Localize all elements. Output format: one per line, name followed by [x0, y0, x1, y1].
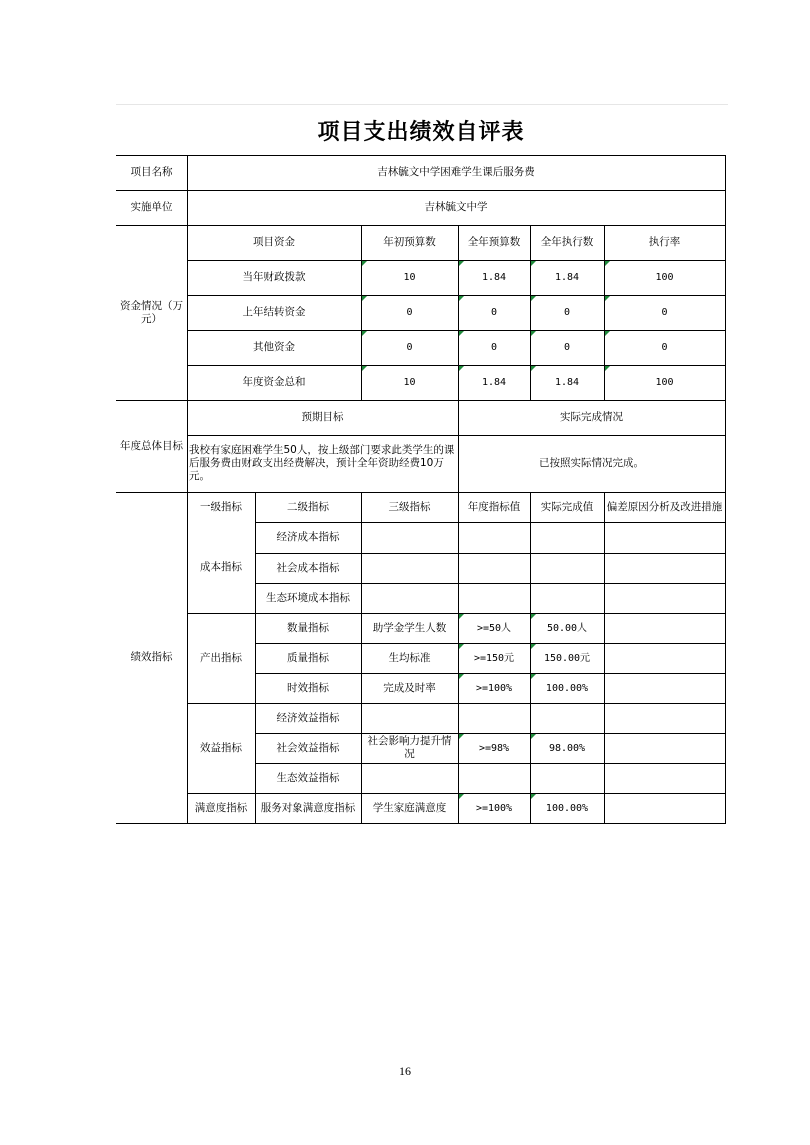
cell-marker-icon [459, 614, 464, 619]
indicator-target: >=100% [475, 682, 513, 694]
indicator-level2: 经济效益指标 [276, 711, 340, 724]
indicator-target [458, 703, 530, 733]
cell-marker-icon [459, 331, 464, 336]
indicator-actual [530, 522, 604, 553]
indicator-note [604, 643, 725, 673]
funds-row-0-executed: 1.84 [554, 272, 580, 283]
indicator-target: >=100% [475, 802, 513, 814]
indicator-note [604, 763, 725, 793]
cell-marker-icon [459, 674, 464, 679]
indicator-note [604, 522, 725, 553]
indicator-level2: 数量指标 [287, 621, 329, 634]
indicator-note [604, 703, 725, 733]
funds-row-3-executed: 1.84 [554, 377, 580, 388]
cell-marker-icon [531, 644, 536, 649]
cell-marker-icon [531, 331, 536, 336]
bottom-rule [116, 823, 726, 824]
goals-label: 年度总体目标 [120, 439, 183, 452]
form-title: 项目支出绩效自评表 [317, 120, 525, 145]
indicator-target [458, 522, 530, 553]
funds-row-3-rate: 100 [655, 377, 674, 388]
indicator-actual: 50.00人 [546, 622, 588, 634]
performance-header-5: 偏差原因分析及改进措施 [606, 500, 723, 513]
indicator-actual [530, 763, 604, 793]
funds-row-3-initial: 10 [403, 377, 416, 388]
indicator-level3: 完成及时率 [383, 681, 436, 694]
indicator-actual: 150.00元 [543, 652, 591, 664]
performance-label: 绩效指标 [130, 651, 173, 663]
indicator-level2: 经济成本指标 [276, 531, 340, 543]
funds-header-2: 全年预算数 [467, 236, 521, 248]
indicator-level3 [361, 583, 458, 613]
cell-marker-icon [459, 794, 464, 799]
indicator-actual: 100.00% [545, 682, 589, 694]
funds-row-3-name: 年度资金总和 [242, 376, 306, 388]
funds-header-1: 年初预算数 [383, 236, 436, 248]
cell-marker-icon [531, 261, 536, 266]
funds-row-2-initial: 0 [406, 342, 413, 353]
goals-actual-text: 已按照实际情况完成。 [539, 457, 644, 469]
funds-row-0-name: 当年财政拨款 [242, 271, 306, 283]
indicator-level3 [361, 522, 458, 553]
funds-row-1-rate: 0 [661, 307, 668, 318]
indicator-level2: 服务对象满意度指标 [260, 801, 356, 814]
cell-marker-icon [362, 261, 367, 266]
funds-row-3-annual: 1.84 [481, 377, 507, 388]
indicator-note [604, 673, 725, 703]
indicator-level2: 社会效益指标 [276, 741, 340, 754]
indicator-level1: 成本指标 [200, 561, 242, 573]
right-border [725, 155, 726, 824]
cell-marker-icon [459, 734, 464, 739]
indicator-actual [530, 583, 604, 613]
indicator-level2: 生态环境成本指标 [266, 591, 350, 604]
indicator-level3 [361, 553, 458, 583]
cell-marker-icon [459, 644, 464, 649]
funds-row-2-annual: 0 [490, 342, 498, 353]
indicator-level1: 产出指标 [200, 651, 242, 664]
unit-value: 吉林毓文中学 [424, 201, 488, 213]
cell-marker-icon [531, 734, 536, 739]
goals-expected-text: 我校有家庭困难学生50人，按上级部门要求此类学生的课后服务费由财政支出经费解决，预计全年资助经费10万元。 [189, 444, 455, 482]
indicator-actual: 98.00% [548, 742, 586, 754]
page-top-rule [116, 104, 728, 105]
funds-header-4: 执行率 [648, 236, 681, 248]
indicator-actual [530, 553, 604, 583]
indicator-level3: 助学金学生人数 [372, 621, 447, 634]
project-name-value: 吉林毓文中学困难学生课后服务费 [377, 166, 535, 178]
page-number: 16 [399, 1064, 411, 1078]
indicator-actual: 100.00% [545, 802, 589, 814]
cell-marker-icon [459, 296, 464, 301]
funds-row-0-annual: 1.84 [481, 272, 507, 283]
indicator-target [458, 763, 530, 793]
indicator-note [604, 613, 725, 643]
funds-header-0: 项目资金 [253, 236, 295, 248]
project-name-label: 项目名称 [130, 166, 173, 178]
funds-label: 资金情况（万元） [120, 299, 183, 325]
indicator-target: >=150元 [473, 652, 515, 664]
funds-row-0-initial: 10 [403, 272, 416, 283]
indicator-level3 [361, 763, 458, 793]
performance-header-4: 实际完成值 [540, 500, 594, 513]
indicator-level3 [361, 703, 458, 733]
cell-marker-icon [605, 331, 610, 336]
funds-row-2-executed: 0 [563, 342, 571, 353]
cell-marker-icon [531, 674, 536, 679]
cell-marker-icon [362, 296, 367, 301]
funds-row-1-annual: 0 [490, 307, 498, 318]
cell-marker-icon [605, 296, 610, 301]
indicator-actual [530, 703, 604, 733]
indicator-note [604, 793, 725, 823]
indicator-level1: 效益指标 [200, 741, 242, 754]
goals-actual-header: 实际完成情况 [560, 411, 623, 423]
cell-marker-icon [459, 261, 464, 266]
funds-row-1-name: 上年结转资金 [242, 306, 306, 318]
performance-header-3: 年度指标值 [467, 500, 521, 513]
indicator-target: >=98% [478, 742, 510, 754]
cell-marker-icon [459, 366, 464, 371]
indicator-target [458, 553, 530, 583]
indicator-target [458, 583, 530, 613]
funds-row-0-rate: 100 [655, 272, 674, 283]
indicator-level2: 时效指标 [287, 681, 329, 694]
cell-marker-icon [531, 296, 536, 301]
indicator-level3: 社会影响力提升情况 [367, 735, 452, 760]
indicator-level2: 生态效益指标 [276, 771, 340, 784]
indicator-level3: 学生家庭满意度 [372, 801, 447, 814]
cell-marker-icon [362, 331, 367, 336]
goals-expected-header: 预期目标 [301, 411, 344, 423]
indicator-level1: 满意度指标 [194, 801, 248, 814]
cell-marker-icon [605, 261, 610, 266]
cell-marker-icon [531, 366, 536, 371]
indicator-note [604, 733, 725, 763]
funds-row-1-executed: 0 [563, 307, 571, 318]
unit-label: 实施单位 [130, 201, 173, 213]
cell-marker-icon [531, 614, 536, 619]
cell-marker-icon [605, 366, 610, 371]
performance-header-0: 一级指标 [200, 500, 242, 513]
indicator-level2: 质量指标 [287, 651, 329, 664]
performance-header-2: 三级指标 [388, 500, 431, 513]
cell-marker-icon [531, 794, 536, 799]
indicator-level2: 社会成本指标 [276, 561, 340, 574]
funds-header-3: 全年执行数 [540, 236, 594, 248]
funds-row-2-name: 其他资金 [253, 341, 295, 353]
funds-row-2-rate: 0 [661, 342, 668, 353]
indicator-level3: 生均标准 [388, 651, 431, 664]
cell-marker-icon [362, 366, 367, 371]
indicator-note [604, 553, 725, 583]
indicator-note [604, 583, 725, 613]
performance-header-1: 二级指标 [287, 500, 329, 513]
indicator-target: >=50人 [476, 622, 512, 634]
funds-row-1-initial: 0 [406, 307, 413, 318]
